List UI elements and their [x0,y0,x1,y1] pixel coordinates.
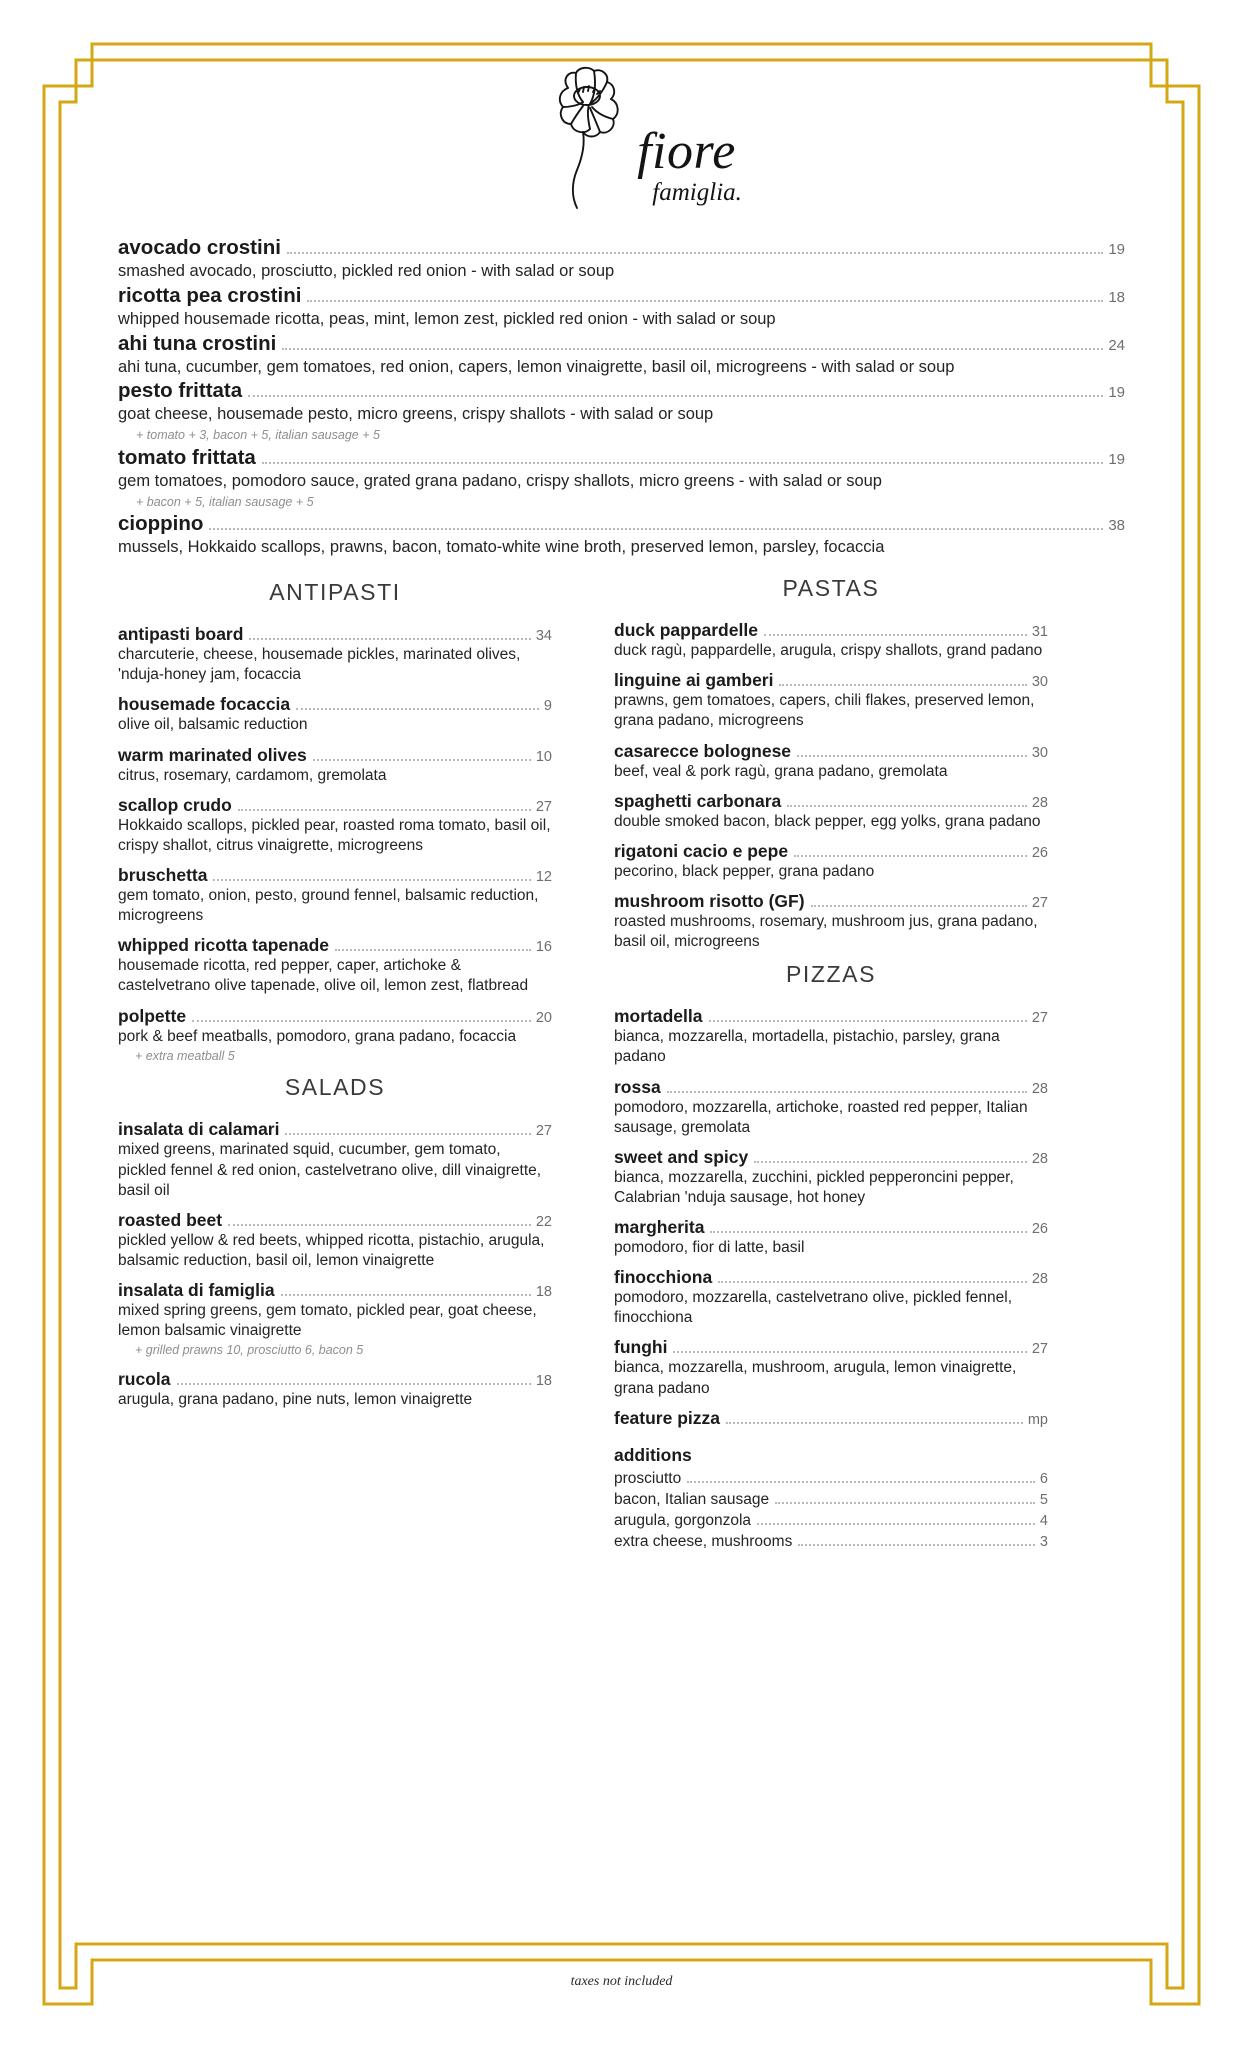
menu-item-price: 22 [535,1213,552,1230]
menu-item [118,236,1125,283]
menu-item-description: duck ragù, pappardelle, arugula, crispy shallots, grand padano [614,642,1043,660]
menu-item [118,865,552,926]
antipasti-items-list [118,624,552,1065]
menu-item-description: bianca, mozzarella, mortadella, pistachio, parsley, grana padano [614,1028,1000,1066]
leader-dots [779,684,1026,686]
leader-dots [262,462,1104,464]
menu-item-name: warm marinated olives [118,744,307,765]
footer-note: taxes not included [570,1974,673,1989]
menu-item-name: funghi [614,1337,668,1358]
leader-dots [797,755,1027,757]
menu-item-price: 24 [1108,336,1125,354]
menu-item-name: pesto frittata [118,379,243,403]
menu-item [614,1337,1048,1398]
addition-price: 4 [1039,1512,1048,1529]
menu-item-description: pecorino, black pepper, grana padano [614,862,875,880]
menu-item-description: bianca, mozzarella, zucchini, pickled pepperoncini pepper, Calabrian 'nduja sausage, hot honey [614,1168,1014,1206]
menu-item [614,1147,1048,1208]
menu-item [118,1369,552,1410]
menu-item-name: rossa [614,1076,661,1097]
menu-item [118,446,1125,512]
leader-dots [811,905,1027,907]
addition-label: arugula, gorgonzola [614,1511,752,1529]
menu-item-name: roasted beet [118,1209,223,1230]
menu-item-price: 19 [1108,384,1125,402]
pastas-items-list [614,620,1048,952]
menu-item-price: 16 [535,939,552,956]
menu-item [614,1006,1048,1067]
menu-item-price: 30 [1031,744,1048,761]
menu-item-price: 18 [535,1373,552,1390]
menu-item-header [118,1369,552,1390]
menu-item [118,1006,552,1066]
menu-item [614,620,1048,661]
menu-item-price: 30 [1031,674,1048,691]
menu-item [614,1077,1048,1138]
menu-item-name: ricotta pea crostini [118,283,302,307]
brand-name-secondary: famiglia. [652,178,742,206]
menu-item-price: 31 [1031,624,1048,641]
menu-item [614,891,1048,952]
menu-item-description: whipped housemade ricotta, peas, mint, lemon zest, pickled red onion - with salad or soup [118,309,776,328]
menu-item-description: bianca, mozzarella, mushroom, arugula, lemon vinaigrette, grana padano [614,1359,1017,1397]
featured-items-list [118,236,1125,559]
addition-row [614,1533,1048,1551]
menu-item-price: mp [1027,1411,1048,1428]
menu-item-description: pickled yellow & red beets, whipped ricotta, pistachio, arugula, balsamic reduction, basil oil, lemon vinaigrette [118,1231,545,1269]
menu-content [118,52,1125,1996]
menu-item-name: casarecce bolognese [614,740,792,761]
menu-item-price: 28 [1031,1080,1048,1097]
menu-item-name: spaghetti carbonara [614,790,782,811]
right-column [614,573,1048,1554]
addition-label: bacon, Italian sausage [614,1490,770,1508]
menu-item-price: 38 [1108,517,1125,535]
menu-item-name: finocchiona [614,1267,713,1288]
leader-dots [296,708,539,710]
menu-item-name: duck pappardelle [614,620,758,641]
menu-item [118,694,552,735]
menu-item-addition: + tomato + 3, bacon + 5, italian sausage + 5 [136,428,380,443]
menu-item-price: 27 [1031,1341,1048,1358]
leader-dots [764,634,1027,636]
menu-item [118,512,1125,559]
leader-dots [775,1502,1035,1504]
menu-item-header [118,284,1125,308]
left-column [118,573,552,1554]
menu-item-price: 19 [1108,450,1125,468]
menu-item [614,841,1048,882]
menu-item-name: insalata di calamari [118,1119,280,1140]
menu-item-name: rucola [118,1369,171,1390]
leader-dots [287,252,1103,254]
menu-item-description: charcuterie, cheese, housemade pickles, marinated olives, 'nduja-honey jam, focaccia [118,646,521,684]
addition-row [614,1491,1048,1509]
addition-price: 3 [1039,1533,1048,1550]
menu-item [118,1119,552,1200]
addition-price: 6 [1039,1470,1048,1487]
menu-item-header [118,1210,552,1231]
menu-item-description: roasted mushrooms, rosemary, mushroom jus, grana padano, basil oil, microgreens [614,912,1038,951]
menu-item [614,1267,1048,1328]
menu-item [118,284,1125,331]
leader-dots [787,805,1027,807]
menu-item-description: double smoked bacon, black pepper, egg yolks, grana padano [614,812,1041,830]
menu-item-description: pomodoro, mozzarella, castelvetrano olive, pickled fennel, finocchiona [614,1289,1013,1327]
brand-wordmark [637,123,742,206]
menu-item-name: antipasti board [118,624,244,645]
menu-item-description: gem tomato, onion, pesto, ground fennel, balsamic reduction, microgreens [118,886,539,925]
menu-item-description: mixed greens, marinated squid, cucumber, gem tomato, pickled fennel & red onion, castelvetrano olive, dill vinaigrette, basil oil [118,1141,542,1199]
leader-dots [313,759,531,761]
leader-dots [687,1481,1035,1483]
leader-dots [335,949,531,951]
menu-item-header [614,841,1048,862]
addition-row [614,1470,1048,1488]
menu-item-description: beef, veal & pork ragù, grana padano, gremolata [614,762,948,780]
brand-logo [118,52,1125,212]
poppy-flower-icon [537,62,633,212]
menu-item-header [614,620,1048,641]
menu-item [118,332,1125,379]
menu-item-price: 9 [543,698,552,715]
menu-item-header [614,1267,1048,1288]
menu-item-description: smashed avocado, prosciutto, pickled red onion - with salad or soup [118,262,615,280]
menu-item-header [118,1006,552,1027]
menu-item-price: 27 [1031,894,1048,911]
menu-item-price: 12 [535,868,552,885]
menu-item [614,791,1048,832]
menu-item-name: feature pizza [614,1407,720,1428]
leader-dots [726,1422,1023,1424]
menu-item-header [118,332,1125,356]
menu-item-name: scallop crudo [118,794,232,815]
menu-item-description: housemade ricotta, red pepper, caper, artichoke & castelvetrano olive tapenade, olive oil, lemon zest, flatbread [118,957,529,995]
section-title-antipasti: ANTIPASTI [269,579,401,606]
leader-dots [282,348,1103,350]
menu-item-price: 27 [1031,1010,1048,1027]
menu-item-name: avocado crostini [118,236,281,259]
menu-item [118,379,1125,445]
section-title-salads: SALADS [284,1074,386,1101]
menu-item-description: pomodoro, fior di latte, basil [614,1239,805,1257]
menu-item-header [118,236,1125,260]
leader-dots [710,1231,1026,1233]
menu-item-description: mixed spring greens, gem tomato, pickled pear, goat cheese, lemon balsamic vinaigrette [118,1302,537,1340]
leader-dots [213,879,530,881]
menu-item-price: 20 [535,1009,552,1026]
leader-dots [248,395,1103,397]
menu-item-header [118,379,1125,403]
menu-item-name: insalata di famiglia [118,1280,275,1301]
menu-item-name: mushroom risotto (GF) [614,890,805,911]
menu-item-name: ahi tuna crostini [118,331,277,355]
menu-item-header [118,795,552,816]
leader-dots [281,1294,531,1296]
menu-item [118,624,552,685]
menu-item-description: citrus, rosemary, cardamom, gremolata [118,766,387,784]
menu-item-addition: + bacon + 5, italian sausage + 5 [136,494,314,509]
additions-title: additions [614,1444,692,1465]
menu-item-price: 27 [535,1123,552,1140]
addition-price: 5 [1039,1491,1048,1508]
menu-item-header [614,791,1048,812]
menu-item-description: mussels, Hokkaido scallops, prawns, bacon, tomato-white wine broth, preserved lemon, parsley, focaccia [118,538,885,557]
menu-item-header [118,745,552,766]
menu-item-description: pork & beef meatballs, pomodoro, grana padano, focaccia [118,1027,517,1045]
menu-item-header [118,624,552,645]
pizzas-items-list [614,1006,1048,1429]
addition-label: prosciutto [614,1469,682,1487]
menu-item-name: cioppino [118,512,204,536]
menu-item-name: linguine ai gamberi [614,670,774,691]
leader-dots [228,1224,531,1226]
menu-item-header [118,694,552,715]
menu-item-price: 18 [535,1284,552,1301]
section-title-pastas: PASTAS [782,575,880,602]
menu-item-price: 26 [1031,844,1048,861]
menu-columns [118,573,1125,1554]
leader-dots [177,1383,531,1385]
menu-item-name: rigatoni cacio e pepe [614,840,789,861]
menu-item-description: olive oil, balsamic reduction [118,716,308,734]
menu-item-header [118,446,1125,470]
leader-dots [673,1351,1026,1353]
leader-dots [757,1523,1035,1525]
menu-item [118,795,552,856]
menu-item [614,1217,1048,1258]
leader-dots [798,1544,1035,1546]
leader-dots [249,638,530,640]
leader-dots [718,1281,1027,1283]
menu-item-name: whipped ricotta tapenade [118,935,329,956]
brand-name-primary: fiore [637,123,736,181]
menu-item-price: 28 [1031,1150,1048,1167]
leader-dots [209,528,1103,530]
menu-item-description: gem tomatoes, pomodoro sauce, grated grana padano, crispy shallots, micro greens - with salad or soup [118,471,882,490]
leader-dots [238,809,531,811]
menu-item-description: goat cheese, housemade pesto, micro greens, crispy shallots - with salad or soup [118,405,714,424]
menu-item-price: 34 [535,628,552,645]
addition-label: extra cheese, mushrooms [614,1532,793,1550]
menu-item-header [118,1280,552,1301]
menu-item-price: 28 [1031,1271,1048,1288]
menu-item-name: sweet and spicy [614,1146,749,1167]
menu-item-name: housemade focaccia [118,694,291,715]
menu-item [118,935,552,996]
menu-item-header [614,1077,1048,1098]
menu-item-header [614,670,1048,691]
menu-item-header [118,935,552,956]
addition-row [614,1512,1048,1530]
menu-item-header [614,1006,1048,1027]
menu-item-header [614,1147,1048,1168]
leader-dots [667,1091,1027,1093]
menu-item-price: 18 [1108,288,1125,306]
menu-item-description: prawns, gem tomatoes, capers, chili flakes, preserved lemon, grana padano, microgreens [614,692,1035,730]
menu-item [614,1408,1048,1429]
leader-dots [285,1133,530,1135]
leader-dots [794,855,1027,857]
menu-item-price: 28 [1031,794,1048,811]
menu-item-header [614,891,1048,912]
menu-item [118,1210,552,1271]
menu-item-header [118,512,1125,536]
menu-item-header [614,1337,1048,1358]
menu-item-header [118,865,552,886]
leader-dots [192,1020,531,1022]
menu-item-addition: + grilled prawns 10, prosciutto 6, bacon 5 [135,1343,364,1358]
menu-item-description: arugula, grana padano, pine nuts, lemon vinaigrette [118,1391,473,1409]
menu-item-name: bruschetta [118,864,208,885]
menu-item-price: 19 [1108,241,1125,258]
menu-item-price: 27 [535,798,552,815]
salads-items-list [118,1119,552,1410]
menu-item [614,741,1048,782]
section-title-pizzas: PIZZAS [785,961,877,988]
menu-item-price: 26 [1031,1221,1048,1238]
menu-item [118,745,552,786]
additions-items-list [614,1470,1048,1551]
menu-item-header [118,1119,552,1140]
leader-dots [754,1161,1027,1163]
menu-item-description: ahi tuna, cucumber, gem tomatoes, red onion, capers, lemon vinaigrette, basil oil, microgreens - with salad or soup [118,357,955,376]
menu-item-name: margherita [614,1217,705,1238]
leader-dots [307,300,1103,302]
menu-item-name: tomato frittata [118,445,256,469]
menu-item-price: 10 [535,748,552,765]
menu-item-header [614,741,1048,762]
menu-item-header [614,1408,1048,1429]
leader-dots [709,1020,1027,1022]
menu-item-name: mortadella [614,1006,703,1027]
menu-item-addition: + extra meatball 5 [135,1048,235,1063]
menu-item-description: pomodoro, mozzarella, artichoke, roasted red pepper, Italian sausage, gremolata [614,1098,1028,1136]
menu-item [118,1280,552,1360]
menu-item-name: polpette [118,1005,187,1026]
menu-item [614,670,1048,731]
menu-item-description: Hokkaido scallops, pickled pear, roasted roma tomato, basil oil, crispy shallot, citrus vinaigrette, microgreens [118,816,551,854]
menu-item-header [614,1217,1048,1238]
